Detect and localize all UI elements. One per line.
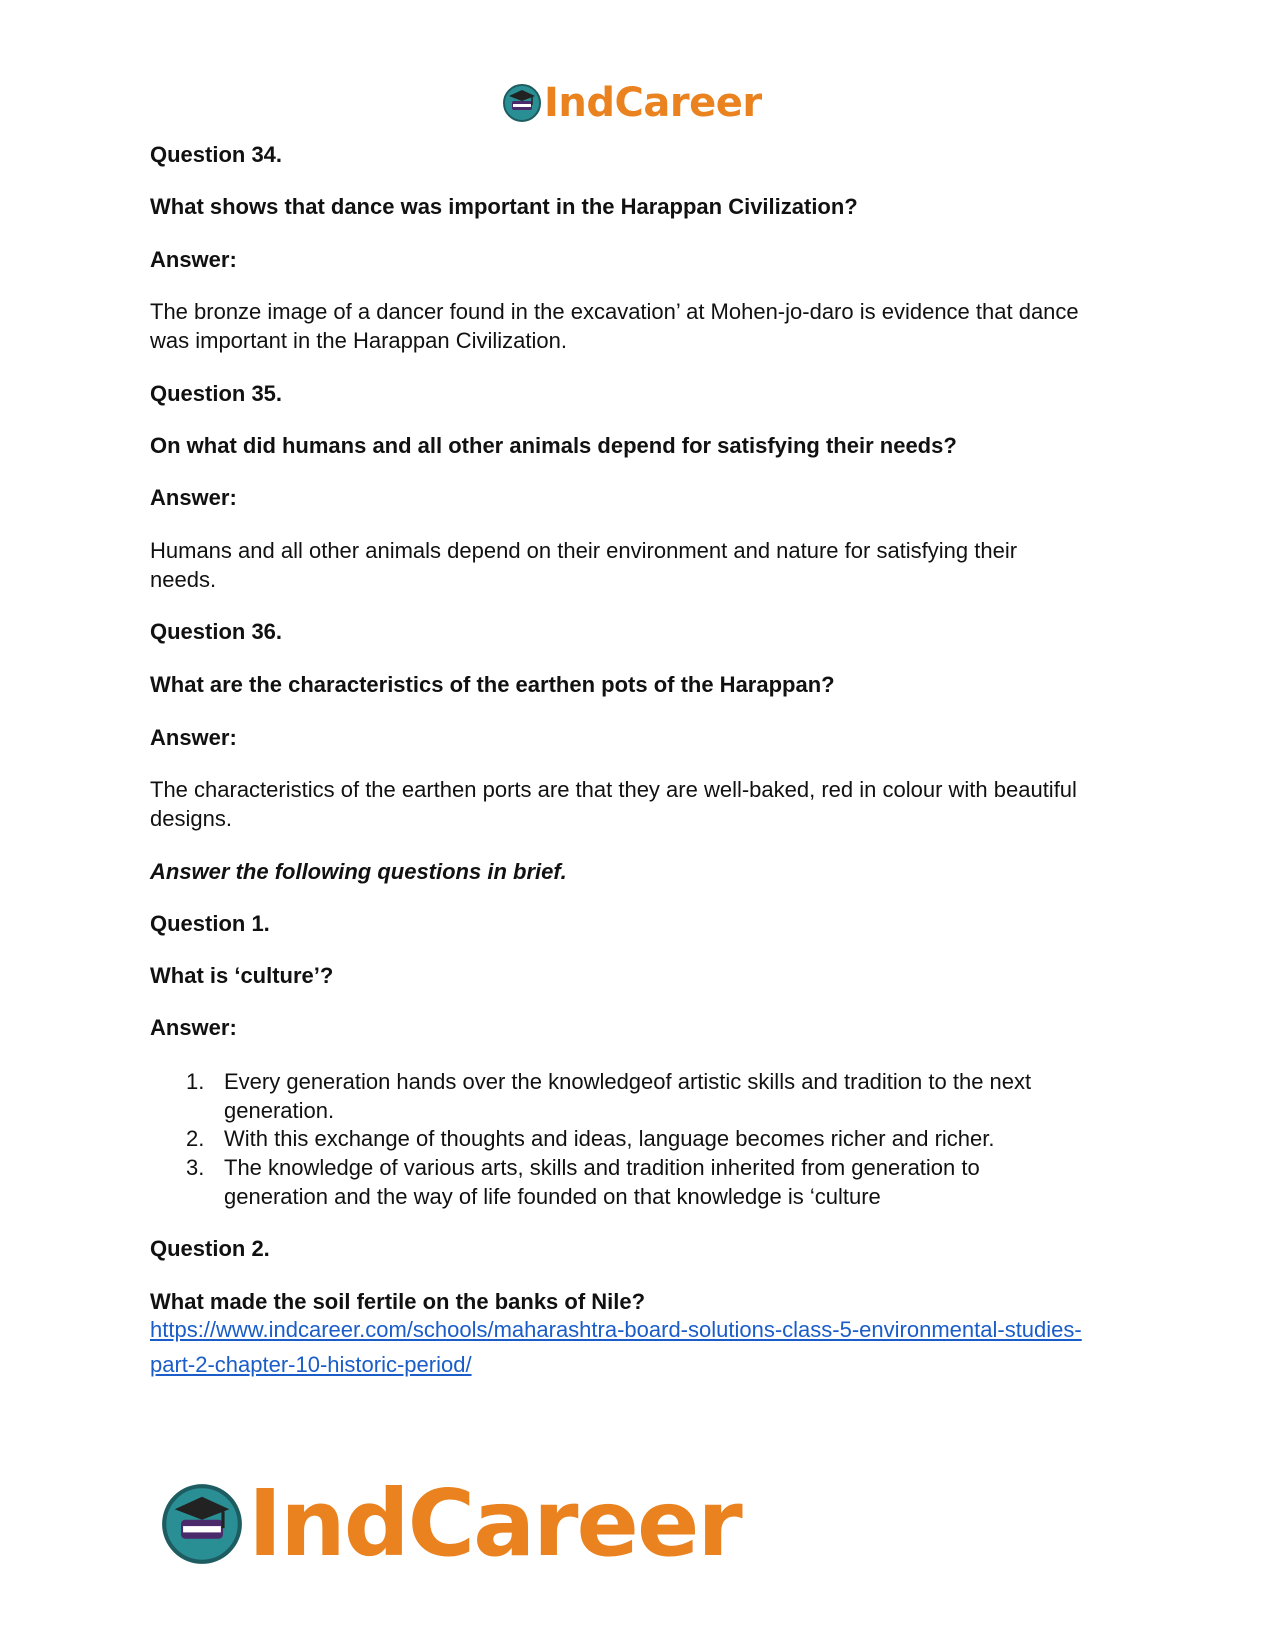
- answer-text: Humans and all other animals depend on their environment and nature for satisfying their: [150, 538, 1018, 563]
- list-text: With this exchange of thoughts and ideas, language becomes richer and richer.: [224, 1126, 995, 1151]
- answer-label: Answer:: [150, 485, 237, 510]
- logo-text: IndCareer: [248, 1470, 741, 1577]
- section-heading: Answer the following questions in brief.: [150, 859, 567, 884]
- source-link[interactable]: https://www.indcareer.com/schools/maharashtra-board-solutions-class-5-environmental-studies-: [150, 1317, 1082, 1342]
- list-text: generation and the way of life founded on that knowledge is ‘culture: [224, 1184, 881, 1209]
- logo-text: IndCareer: [544, 80, 762, 126]
- question-label: Question 35.: [150, 381, 283, 406]
- question-text: What shows that dance was important in the Harappan Civilization?: [150, 194, 858, 219]
- answer-text: designs.: [150, 806, 232, 831]
- globe-book-icon: [502, 83, 542, 123]
- answer-text: The bronze image of a dancer found in the excavation’ at Mohen-jo-daro is evidence that dance: [150, 299, 1079, 324]
- source-link[interactable]: part-2-chapter-10-historic-period/: [150, 1352, 472, 1377]
- question-label: Question 1.: [150, 911, 270, 936]
- answer-text: needs.: [150, 567, 217, 592]
- question-label: Question 2.: [150, 1236, 270, 1261]
- header-logo: [502, 80, 762, 126]
- answer-label: Answer:: [150, 1015, 237, 1040]
- question-label: Question 36.: [150, 619, 283, 644]
- question-text: On what did humans and all other animals depend for satisfying their needs?: [150, 433, 957, 458]
- list-text: The knowledge of various arts, skills and tradition inherited from generation to: [224, 1155, 980, 1180]
- answer-label: Answer:: [150, 247, 237, 272]
- question-text: What is ‘culture’?: [150, 963, 334, 988]
- globe-book-icon: [160, 1482, 244, 1566]
- list-number: 1.: [186, 1069, 205, 1094]
- list-text: Every generation hands over the knowledgeof artistic skills and tradition to the next: [224, 1069, 1032, 1094]
- answer-text: was important in the Harappan Civilization.: [150, 328, 567, 353]
- list-number: 2.: [186, 1126, 205, 1151]
- question-text: What are the characteristics of the earthen pots of the Harappan?: [150, 672, 835, 697]
- answer-label: Answer:: [150, 725, 237, 750]
- question-text: What made the soil fertile on the banks of Nile?: [150, 1289, 646, 1314]
- list-number: 3.: [186, 1155, 205, 1180]
- question-label: Question 34.: [150, 142, 283, 167]
- footer-logo: [160, 1470, 741, 1577]
- list-text: generation.: [224, 1098, 335, 1123]
- answer-text: The characteristics of the earthen ports are that they are well-baked, red in colour with beautiful: [150, 777, 1077, 802]
